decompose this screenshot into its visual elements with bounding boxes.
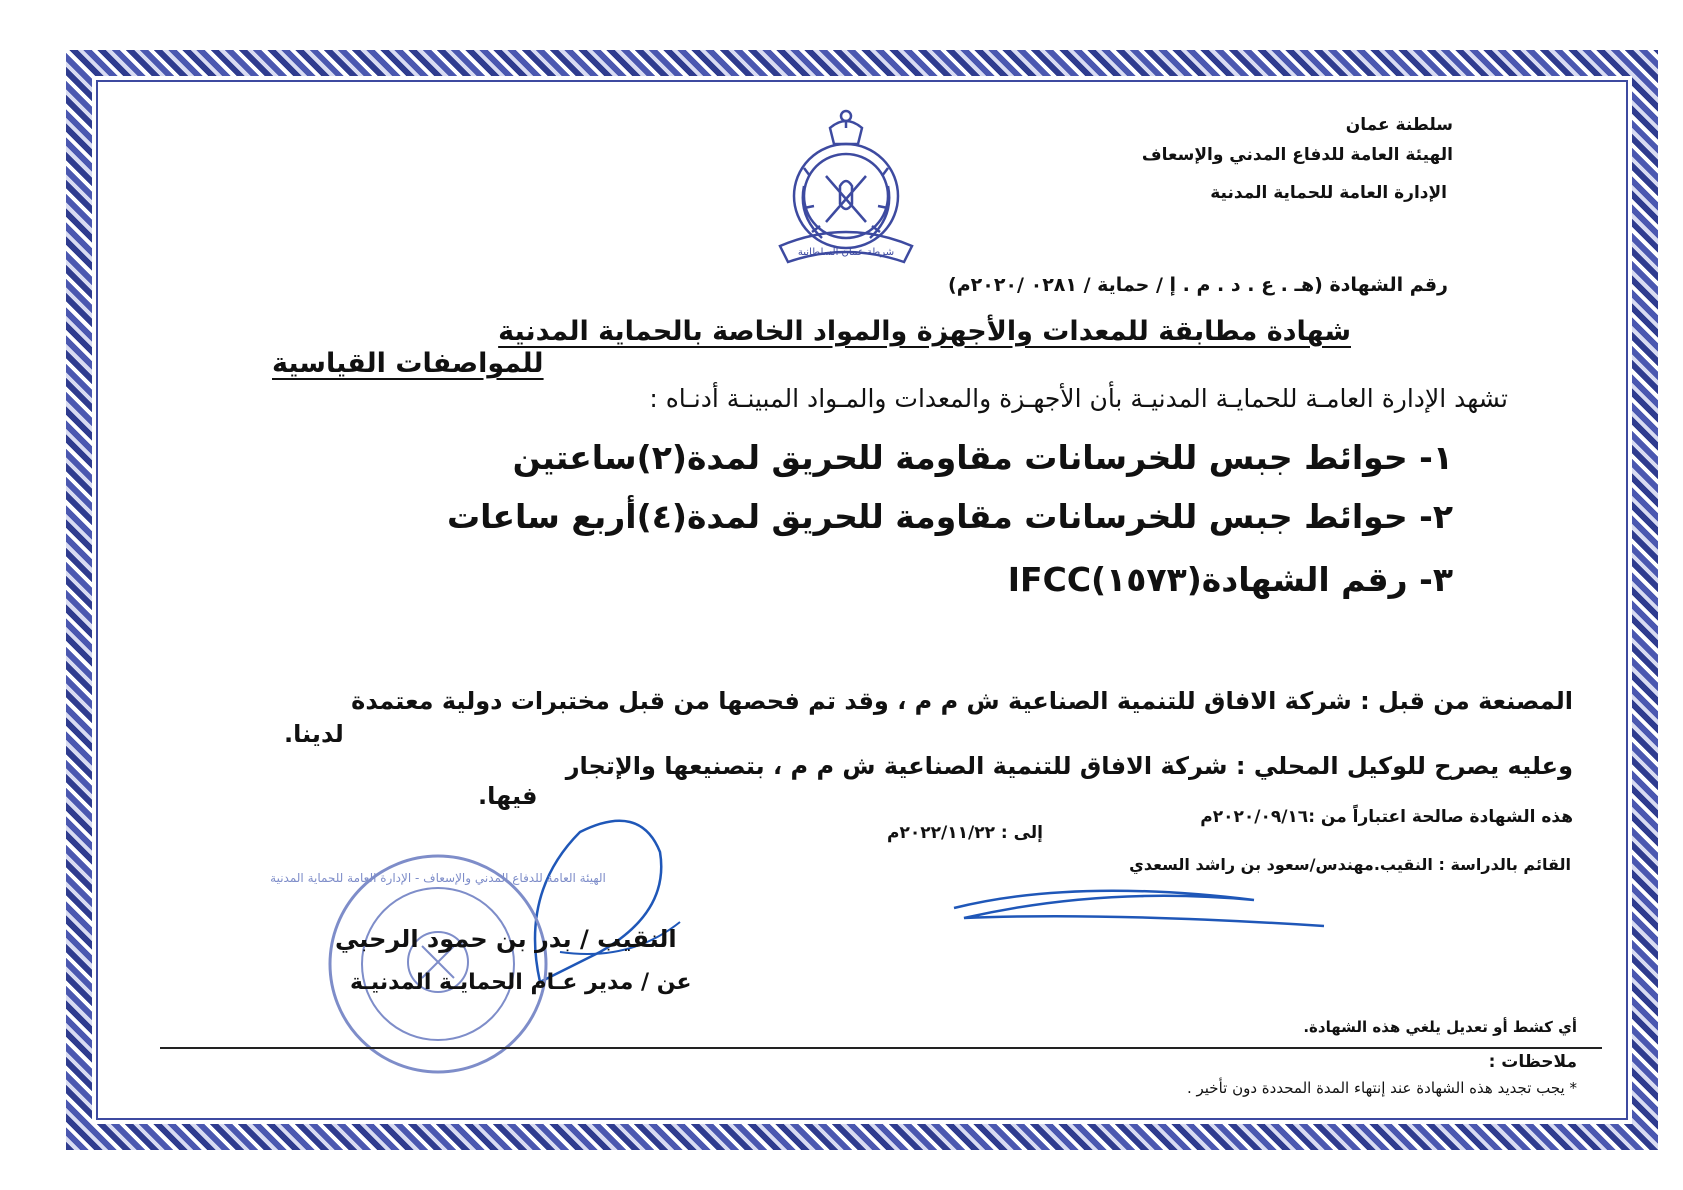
reviewer-signature	[948, 880, 1348, 940]
notes-label: ملاحظات :	[1488, 1052, 1577, 1072]
note-item: * يجب تجديد هذه الشهادة عند إنتهاء المدة المحددة دون تأخير .	[1186, 1079, 1577, 1097]
agent-line-2: فيها.	[478, 782, 538, 810]
validity-to: إلى : ٢٠٢٢/١١/٢٢م	[887, 823, 1043, 843]
issuer-line-3: الإدارة العامة للحماية المدنية	[1210, 183, 1447, 203]
certificate-title-line-2: للمواصفات القياسية	[272, 348, 544, 379]
certificate-number: رقم الشهادة (هـ . ع . د . م . إ / حماية / ٠٢٨١ /٢٠٢٠م)	[948, 274, 1448, 296]
issuer-line-2: الهيئة العامة للدفاع المدني والإسعاف	[1141, 145, 1453, 165]
item-2: ٢- حوائط جبس للخرسانات مقاومة للحريق لمدة(٤)أربع ساعات	[446, 497, 1453, 536]
item-3: ٣- رقم الشهادة(١٥٧٣)IFCC	[1007, 560, 1453, 599]
svg-text:شرطة عمان السلطانية: شرطة عمان السلطانية	[797, 247, 895, 258]
stamp-text: الهيئة العامة للدفاع المدني والإسعاف - الإدارة العامة للحماية المدنية	[270, 871, 606, 885]
intro-text: تشهد الإدارة العامـة للحمايـة المدنيـة بأن الأجهـزة والمعدات والمـواد المبينـة أدنـاه :	[649, 384, 1508, 413]
manufacturer-line-2: لدينا.	[284, 720, 344, 748]
footer-divider	[160, 1047, 1602, 1049]
issuer-line-1: سلطنة عمان	[1345, 115, 1453, 135]
void-notice: أي كشط أو تعديل يلغي هذه الشهادة.	[1303, 1018, 1577, 1036]
agent-line-1: وعليه يصرح للوكيل المحلي : شركة الافاق للتنمية الصناعية ش م م ، بتصنيعها والإتجار	[565, 752, 1573, 780]
certificate-title-line-1: شهادة مطابقة للمعدات والأجهزة والمواد الخاصة بالحماية المدنية	[498, 316, 1351, 347]
validity-from: هذه الشهادة صالحة اعتباراً من :٢٠٢٠/٠٩/١٦م	[1200, 807, 1573, 827]
manufacturer-line-1: المصنعة من قبل : شركة الافاق للتنمية الصناعية ش م م ، وقد تم فحصها من قبل مختبرات دولية معتمدة	[351, 687, 1573, 715]
item-1: ١- حوائط جبس للخرسانات مقاومة للحريق لمدة(٢)ساعتين	[512, 438, 1453, 477]
signatory-name: النقيب / بدر بن حمود الرحبي	[335, 925, 677, 953]
reviewer: القائم بالدراسة : النقيب.مهندس/سعود بن راشد السعدي	[1129, 855, 1571, 874]
signatory-role: عن / مدير عـام الحمايـة المدنيـة	[350, 970, 692, 995]
official-stamp	[270, 852, 606, 1077]
emblem-icon	[770, 106, 922, 268]
